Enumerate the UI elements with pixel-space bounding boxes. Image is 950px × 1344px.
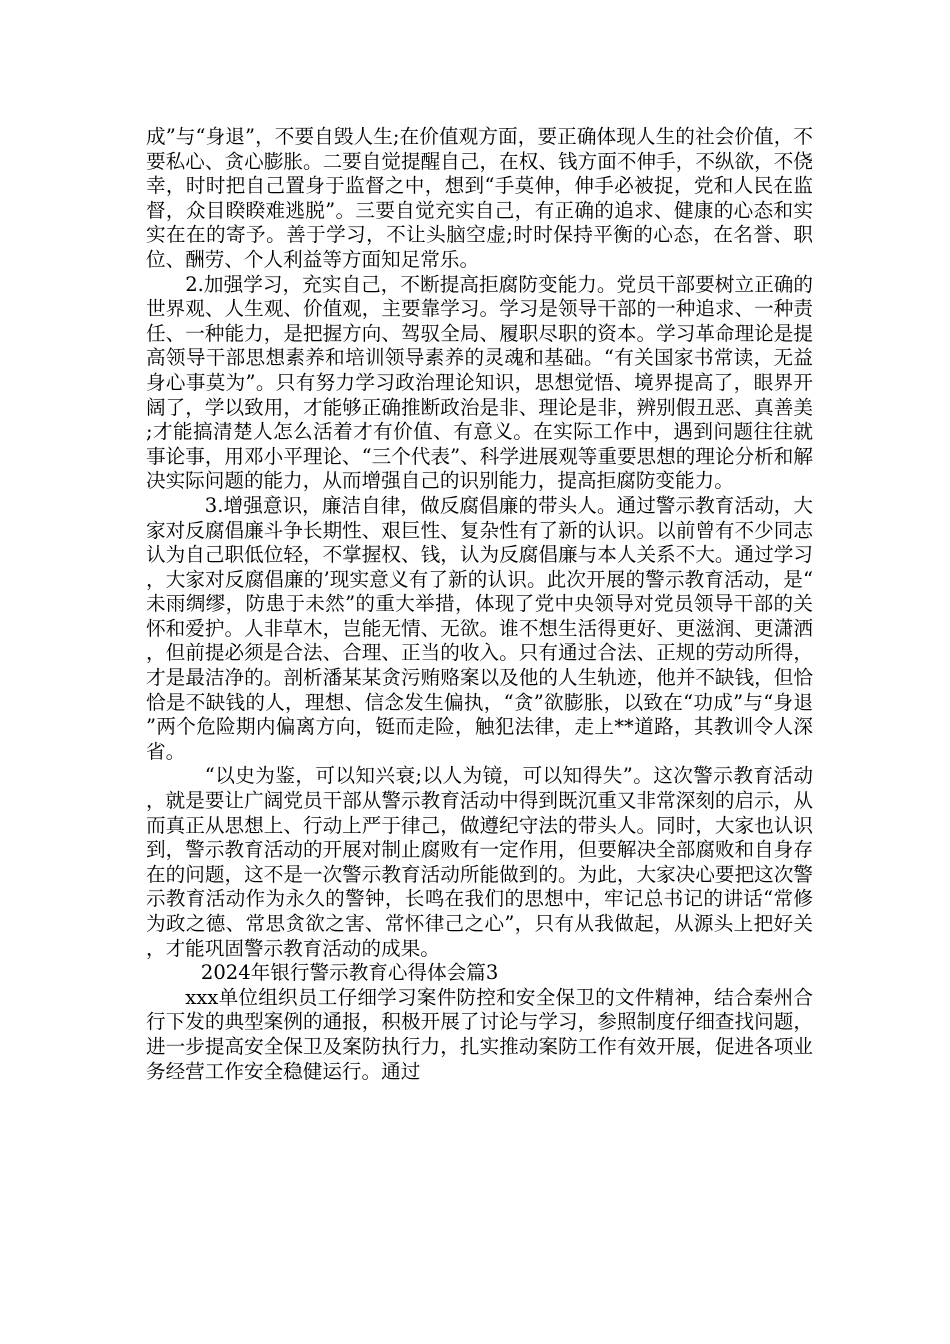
paragraph-section-3-intro: xxx单位组织员工仔细学习案件防控和安全保卫的文件精神，结合秦州合行下发的典型案例的通报，积极开展了讨论与学习，参照制度仔细查找问题，进一步提高安全保卫及案防执行力，扎实推动案防工作有效开展，促进各项业务经营工作安全稳健运行。通过 bbox=[146, 985, 813, 1083]
paragraph-continuation: 成”与“身退”，不要自毁人生;在价值观方面，要正确体现人生的社会价值，不要私心、贪心膨胀。二要自觉提醒自己，在权、钱方面不伸手，不纵欲，不侥幸，时时把自己置身于监督之中，想到“手莫伸，伸手必被捉，党和人民在监督，众目睽睽难逃脱”。三要自觉充实自己，有正确的追求、健康的心态和实实在在的寄予。善于学习，不让头脑空虚;时时保持平衡的心态，在名誉、职位、酬劳、个人利益等方面知足常乐。 bbox=[146, 125, 813, 271]
paragraph-point-3: 3.增强意识，廉洁自律，做反腐倡廉的带头人。通过警示教育活动，大家对反腐倡廉斗争长期性、艰巨性、复杂性有了新的认识。以前曾有不少同志认为自己职低位轻，不掌握权、钱，认为反腐倡廉与本人关系不大。通过学习，大家对反腐倡廉的’现实意义有了新的认识。此次开展的警示教育活动，是“未雨绸缪，防患于未然”的重大举措，体现了党中央领导对党员领导干部的关怀和爱护。人非草木，岂能无情、无欲。谁不想生活得更好、更滋润、更潇洒，但前提必须是合法、合理、正当的收入。只有通过合法、正规的劳动所得，才是最洁净的。剖析潘某某贪污贿赂案以及他的人生轨迹，他并不缺钱，但恰恰是不缺钱的人，理想、信念发生偏执，“贪”欲膨胀，以致在“功成”与“身退”两个危险期内偏离方向，铤而走险，触犯法律，走上**道路，其教训令人深省。 bbox=[146, 493, 813, 763]
section-heading: 2024年银行警示教育心得体会篇3 bbox=[200, 961, 499, 985]
document-page bbox=[146, 125, 813, 1084]
paragraph-quote: “以史为鉴，可以知兴衰;以人为镜，可以知得失”。这次警示教育活动，就是要让广阔党员干部从警示教育活动中得到既沉重又非常深刻的启示，从而真正从思想上、行动上严于律己，做遵纪守法的带头人。同时，大家也认识到，警示教育活动的开展对制止腐败有一定作用，但要解决全部腐败和自身存在的问题，这不是一次警示教育活动所能做到的。为此，大家决心要把这次警示教育活动作为永久的警钟，长鸣在我们的思想中，牢记总书记的讲话“常修为政之德、常思贪欲之害、常怀律己之心”，只有从我做起，从源头上把好关，才能巩固警示教育活动的成果。 bbox=[146, 764, 813, 960]
paragraph-point-2: 2.加强学习，充实自己，不断提高拒腐防变能力。党员干部要树立正确的世界观、人生观、价值观，主要靠学习。学习是领导干部的一种追求、一种责任、一种能力，是把握方向、驾驭全局、履职尽职的资本。学习革命理论是提高领导干部思想素养和培训领导素养的灵魂和基础。“有关国家书常读，无益身心事莫为”。只有努力学习政治理论知识，思想觉悟、境界提高了，眼界开阔了，学以致用，才能够正确推断政治是非、理论是非，辨别假丑恶、真善美;才能搞清楚人怎么活着才有价值、有意义。在实际工作中，遇到问题往往就事论事，用邓小平理论、“三个代表”、科学进展观等重要思想的理论分析和解决实际问题的能力，从而增强自己的识别能力，提高拒腐防变能力。 bbox=[146, 272, 813, 493]
